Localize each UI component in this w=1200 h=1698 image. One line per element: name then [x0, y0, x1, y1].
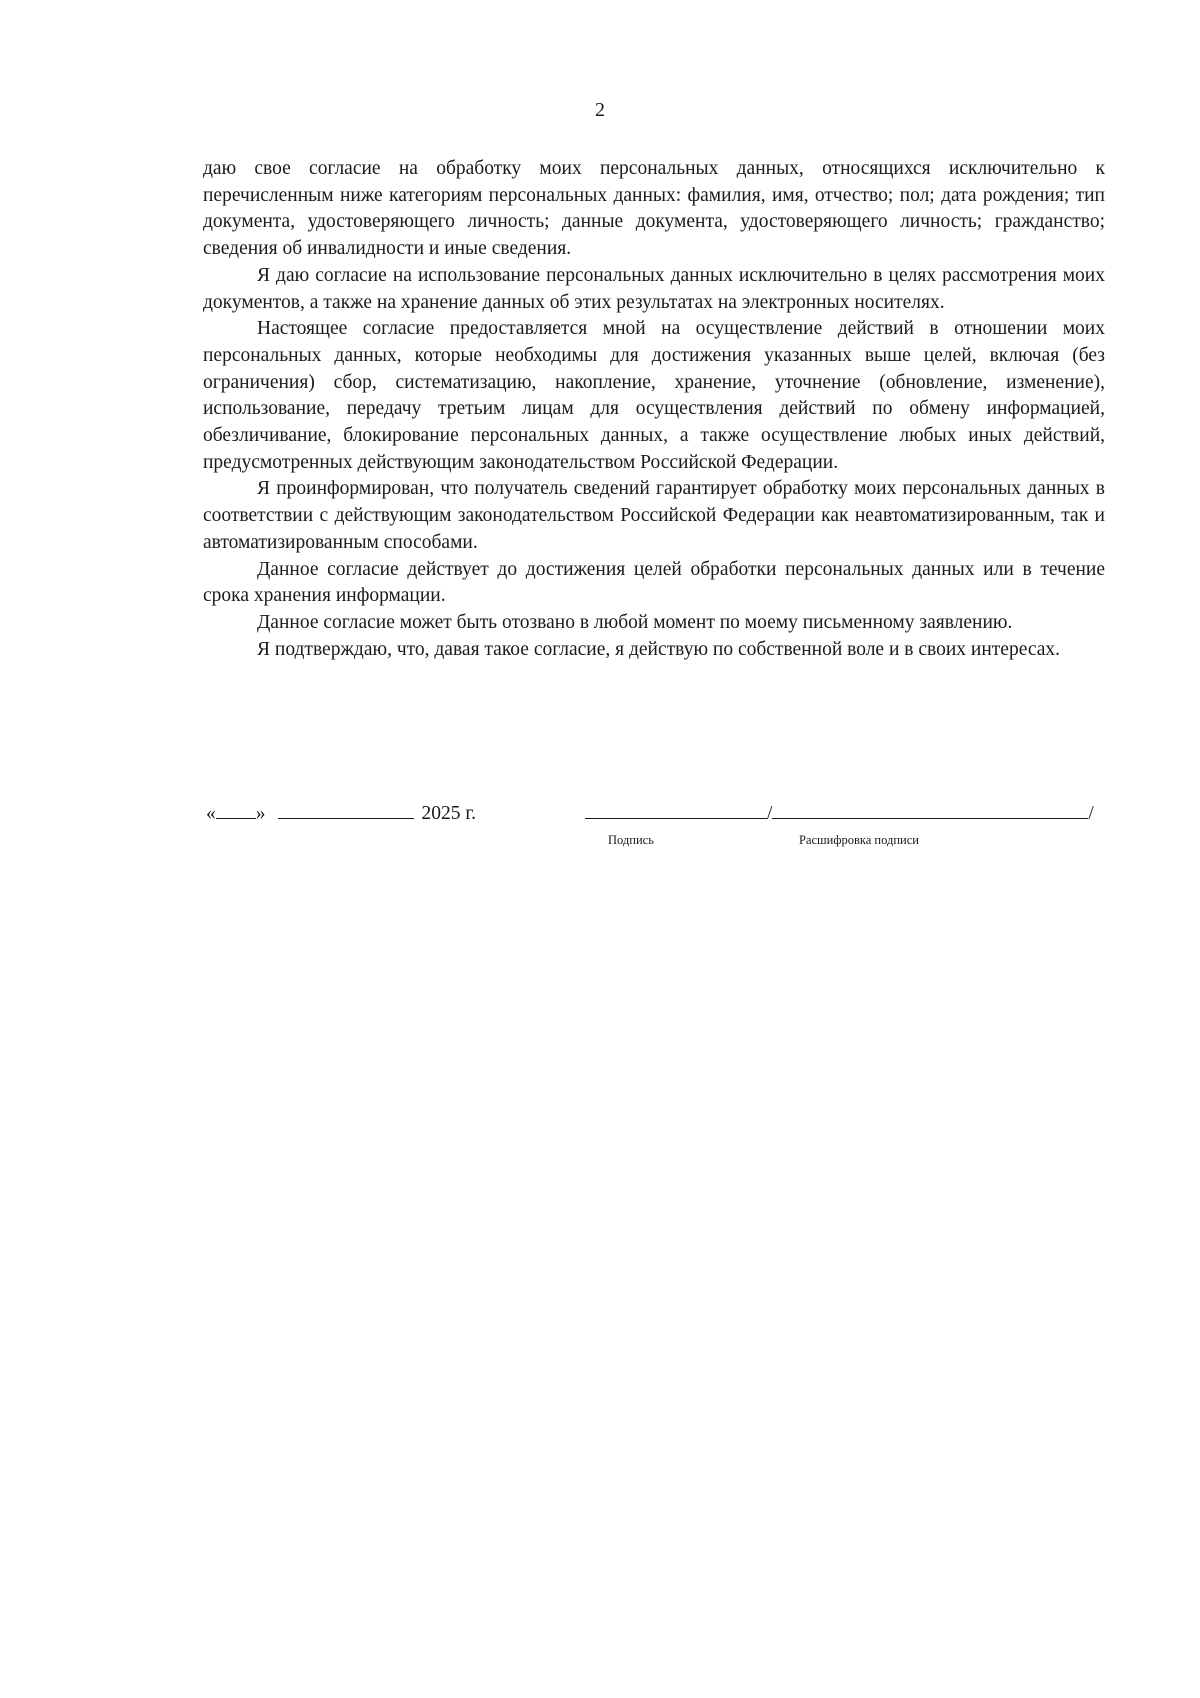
- signature-decode-caption: Расшифровка подписи: [799, 833, 919, 847]
- consent-text: [203, 156, 1105, 663]
- month-blank-field[interactable]: [278, 798, 414, 819]
- year-label: 2025 г.: [421, 803, 477, 824]
- paragraph-validity: Данное согласие действует до достижения целей обработки персональных данных или в течение срока хранения информации.: [203, 558, 1105, 607]
- open-quote: «: [206, 803, 216, 824]
- slash-separator: /: [767, 803, 773, 824]
- signature-caption: Подпись: [608, 833, 654, 847]
- signature-line: [585, 798, 1094, 827]
- slash-end: /: [1088, 803, 1094, 824]
- signature-block: [203, 798, 1105, 858]
- page-number: 2: [595, 99, 605, 121]
- date-line: [206, 798, 476, 827]
- paragraph-actions: Настоящее согласие предоставляется мной на осуществление действий в отношении моих персональных данных, которые необходимы для достижения указанных выше целей, включая (без ограничения) сбор, систематизацию, накопление, хранение, уточнение (обновление, изменение), использование, передачу третьим лицам для осуществления действий по обмену информацией, обезличивание, блокирование персональных данных, а также осуществление любых иных действий, предусмотренных действующим законодательством Российской Федерации.: [203, 318, 1105, 473]
- paragraph-continuation: даю свое согласие на обработку моих персональных данных, относящихся исключительно к перечисленным ниже категориям персональных данных: фамилия, имя, отчество; пол; дата рождения; тип документа, удостоверяющего личность; данные документа, удостоверяющего личность; гражданство; сведения об инвалидности и иные сведения.: [203, 158, 1105, 260]
- paragraph-informed: Я проинформирован, что получатель сведений гарантирует обработку моих персональных данных в соответствии с действующим законодательством Российской Федерации как неавтоматизированным, так и автоматизированным способами.: [203, 478, 1105, 553]
- paragraph-confirmation: Я подтверждаю, что, давая такое согласие, я действую по собственной воле и в своих интересах.: [257, 638, 1061, 660]
- signature-blank-field[interactable]: [585, 798, 767, 819]
- paragraph-revocation: Данное согласие может быть отозвано в любой момент по моему письменному заявлению.: [257, 611, 1013, 633]
- signature-decode-blank-field[interactable]: [772, 798, 1088, 819]
- close-quote: »: [255, 803, 266, 824]
- paragraph-usage-consent: Я даю согласие на использование персональных данных исключительно в целях рассмотрения моих документов, а также на хранение данных об этих результатах на электронных носителях.: [203, 264, 1105, 313]
- day-blank-field[interactable]: [216, 798, 256, 819]
